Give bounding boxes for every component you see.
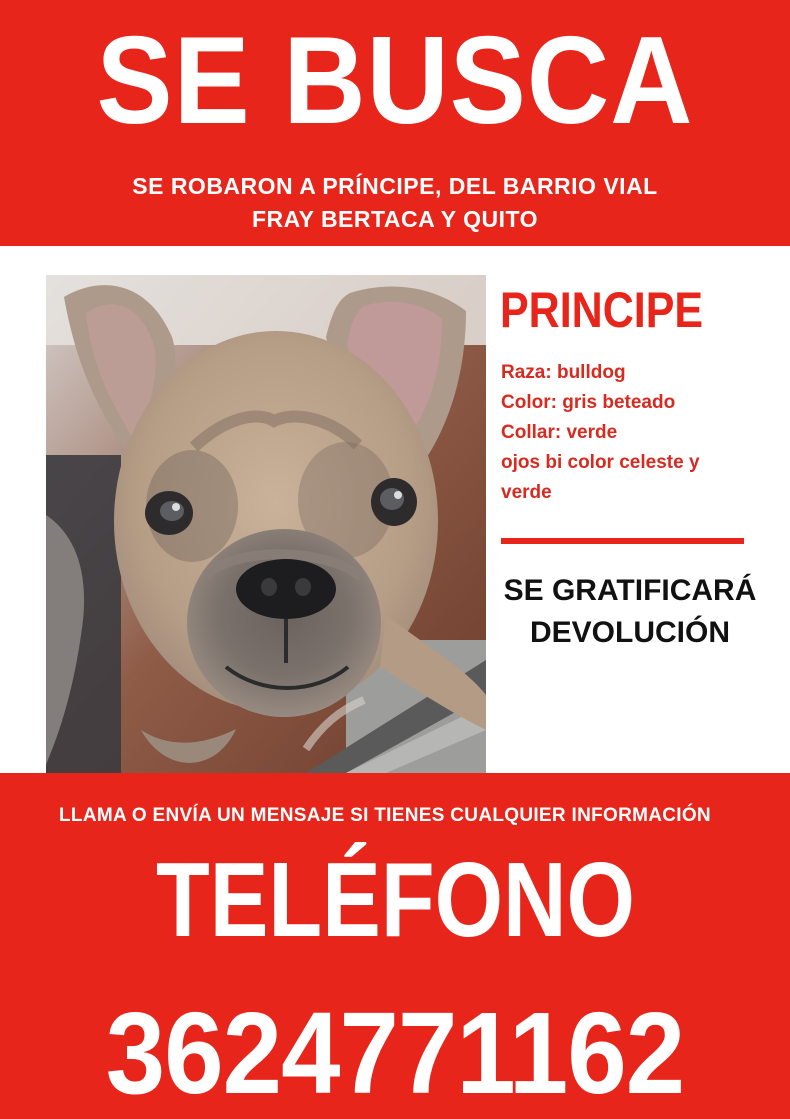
poster-subtitle: [80, 170, 710, 236]
dog-name: PRINCIPE: [500, 282, 704, 338]
subtitle-line-2: FRAY BERTACA Y QUITO: [251, 206, 539, 232]
phone-number: 3624771162: [105, 988, 685, 1118]
header-banner: [0, 0, 790, 246]
pet-detail-breed: Raza: bulldog: [501, 362, 626, 383]
dog-photo: [46, 275, 486, 773]
section-divider: [501, 538, 744, 544]
subtitle-line-1: SE ROBARON A PRÍNCIPE, DEL BARRIO VIAL: [132, 173, 658, 199]
reward-line-1: SE GRATIFICARÁ: [503, 574, 757, 607]
reward-message: [482, 570, 778, 654]
poster-title: SE BUSCA: [96, 12, 694, 150]
dog-photo-illustration: [46, 275, 486, 773]
pet-detail-color: Color: gris beteado: [501, 392, 676, 413]
pet-info-panel: [500, 275, 780, 773]
pet-detail-eyes-line-1: ojos bi color celeste y: [501, 452, 700, 473]
contact-banner: [0, 773, 790, 1119]
reward-line-2: DEVOLUCIÓN: [529, 616, 730, 649]
contact-note: LLAMA O ENVÍA UN MENSAJE SI TIENES CUALQUIER INFORMACIÓN: [59, 805, 711, 826]
pet-details-list: [501, 358, 751, 508]
pet-detail-collar: Collar: verde: [501, 422, 618, 443]
pet-detail-eyes-line-2: verde: [501, 482, 552, 503]
phone-label: TELÉFONO: [156, 841, 636, 959]
